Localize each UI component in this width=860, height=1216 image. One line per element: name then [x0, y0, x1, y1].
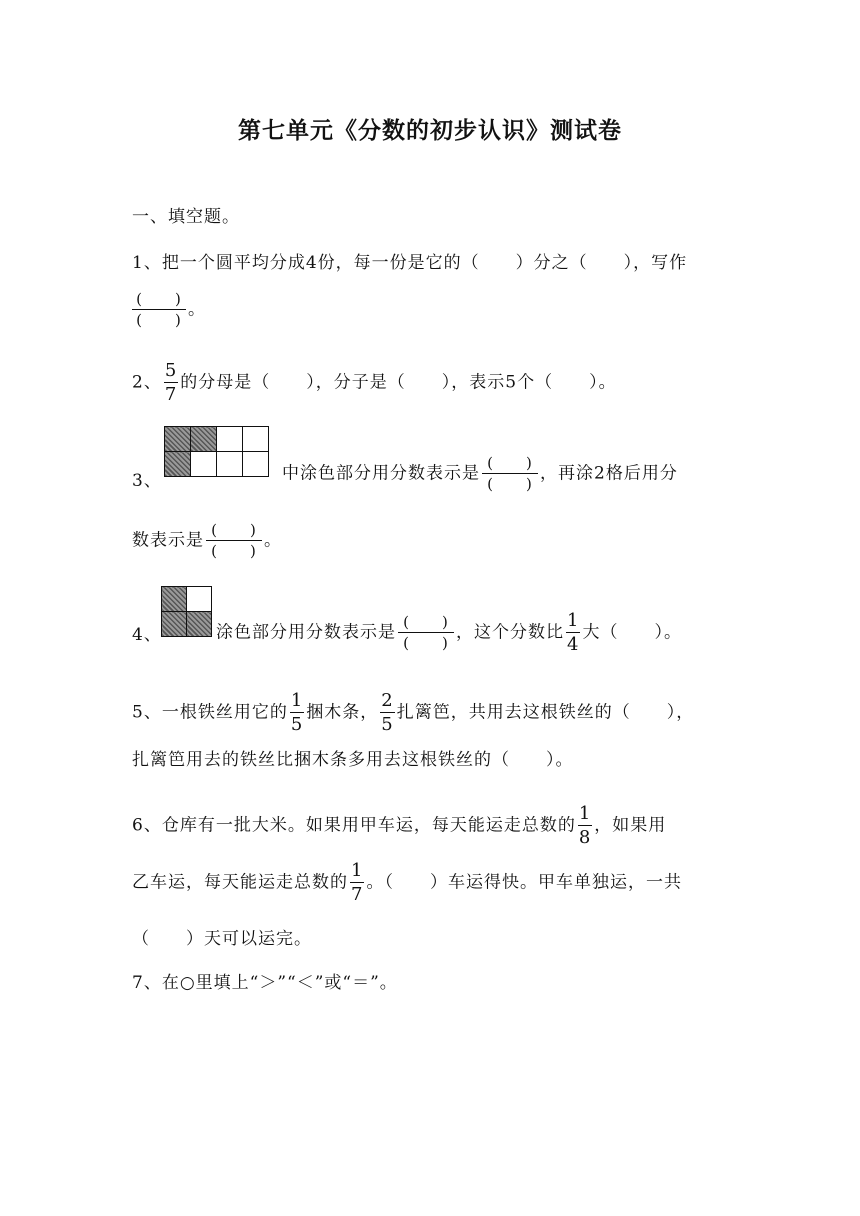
question-6-line-2: 乙车运，每天能运走总数的 $\frac{1}{7}$ 。（ ）车运得快。甲车单独运，一共 — [132, 860, 682, 905]
fraction-5-7: $\frac{5}{7}$ — [164, 360, 178, 405]
blank-fraction: $\frac{( )}{( )}$ — [398, 615, 454, 651]
fraction-1-4: $\frac{1}{4}$ — [567, 610, 580, 655]
question-4-text: 涂色部分用分数表示是 $\frac{( )}{( )}$ ，这个分数比 $\frac{1}{4}$ 大（ ）。 — [216, 610, 682, 655]
question-5-line-2: 扎篱笆用去的铁丝比捆木条多用去这根铁丝的（ ）。 — [132, 750, 574, 770]
question-7: 7、在○里填上“＞”“＜”或“＝”。 — [132, 973, 398, 993]
shaded-grid-2x4 — [164, 426, 269, 477]
grid-cell — [165, 452, 191, 477]
shaded-grid-2x2 — [161, 586, 212, 637]
question-3-prefix: 3、 — [132, 471, 162, 491]
grid-cell — [162, 587, 187, 612]
section-heading: 一、填空题。 — [132, 207, 240, 227]
question-1-line-2: $\frac{( )}{( )}$ 。 — [132, 292, 206, 328]
question-6-line-3: （ ）天可以运完。 — [132, 929, 312, 949]
question-6-line-1: 6、仓库有一批大米。如果用甲车运，每天能运走总数的 $\frac{1}{8}$ ，如果用 — [132, 803, 667, 848]
question-4-prefix: 4、 — [132, 625, 162, 645]
question-1-line-1: 1、把一个圆平均分成4份，每一份是它的（ ）分之（ ），写作 — [132, 253, 688, 273]
question-2: 2、 $\frac{5}{7}$ 的分母是（ ），分子是（ ），表示5个（ ）。 — [132, 360, 617, 405]
fraction-1-7: $\frac{1}{7}$ — [351, 860, 364, 905]
page-title: 第七单元《分数的初步认识》测试卷 — [238, 118, 622, 144]
grid-cell — [165, 427, 191, 452]
blank-fraction: $\frac{( )}{( )}$ — [132, 292, 186, 328]
fraction-2-5: $\frac{2}{5}$ — [381, 690, 394, 735]
grid-cell — [191, 427, 217, 452]
question-3-line-1: 中涂色部分用分数表示是 $\frac{( )}{( )}$ ，再涂2格后用分 — [282, 454, 678, 493]
blank-fraction: $\frac{( )}{( )}$ — [206, 523, 262, 559]
grid-cell — [162, 612, 187, 637]
grid-cell — [187, 587, 212, 612]
fraction-1-8: $\frac{1}{8}$ — [578, 803, 592, 848]
fraction-1-5: $\frac{1}{5}$ — [290, 690, 304, 735]
question-3-line-2: 数表示是 $\frac{( )}{( )}$ 。 — [132, 521, 282, 560]
question-5-line-1: 5、一根铁丝用它的 $\frac{1}{5}$ 捆木条， $\frac{2}{5}$ 扎篱笆，共用去这根铁丝的（ ）， — [132, 690, 695, 735]
grid-cell — [243, 427, 269, 452]
grid-cell — [217, 427, 243, 452]
grid-cell — [191, 452, 217, 477]
grid-cell — [187, 612, 212, 637]
blank-fraction: $\frac{( )}{( )}$ — [482, 456, 538, 492]
grid-cell — [217, 452, 243, 477]
grid-cell — [243, 452, 269, 477]
